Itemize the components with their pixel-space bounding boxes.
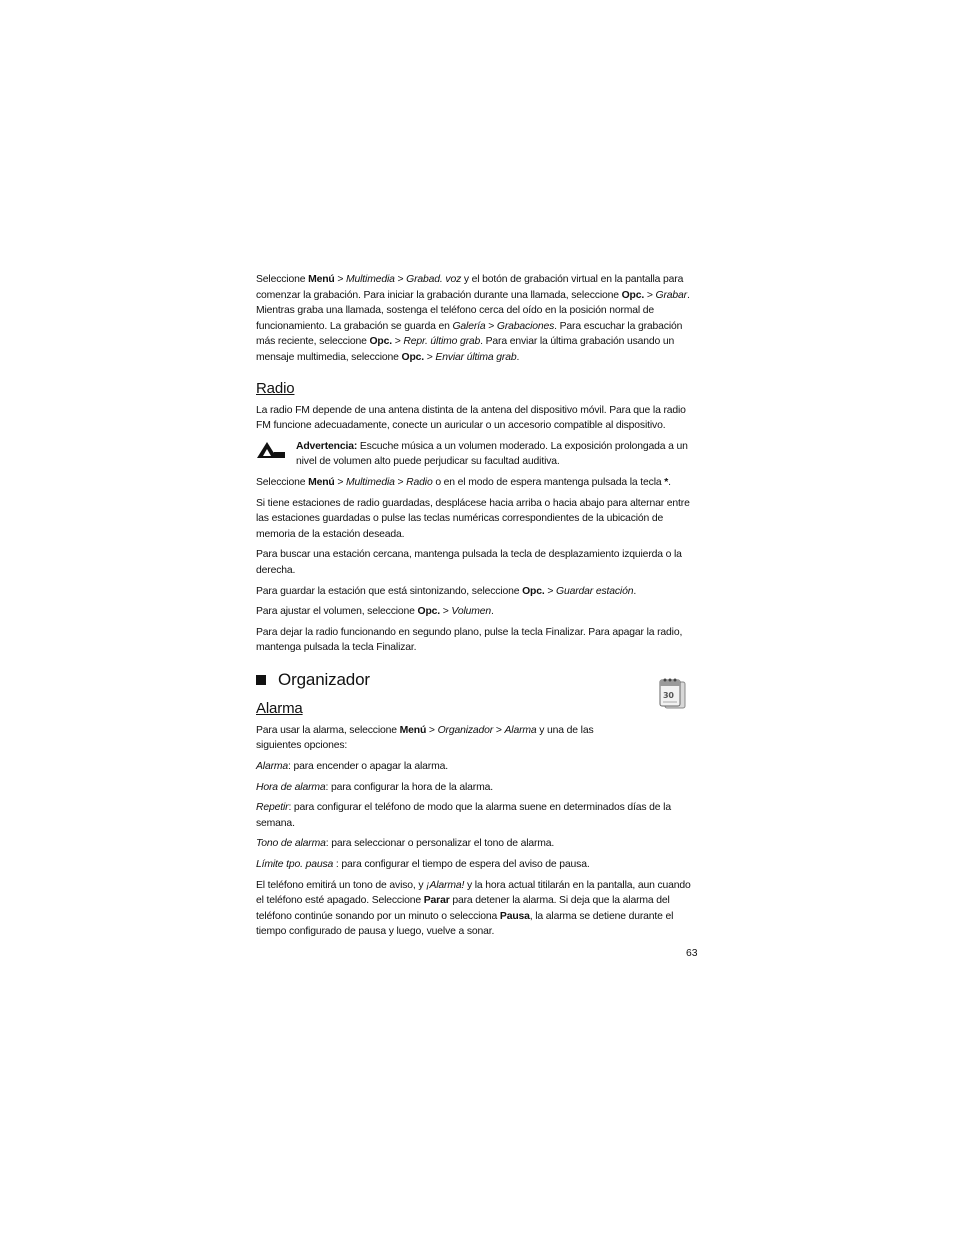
alarma-option-1: Alarma: para encender o apagar la alarma. (256, 761, 448, 773)
warning-note (256, 439, 697, 470)
radio-paragraph-2: Seleccione Menú > Multimedia > Radio o en el modo de espera mantenga pulsada la tecla *. (256, 476, 671, 488)
radio-paragraph-4: Para buscar una estación cercana, mantenga pulsada la tecla de desplazamiento izquierda o la derecha. (256, 549, 682, 576)
alarma-heading: Alarma (256, 699, 303, 717)
alarma-option-5: Límite tpo. pausa : para configurar el tiempo de espera del aviso de pausa. (256, 859, 590, 871)
radio-paragraph-3: Si tiene estaciones de radio guardadas, desplácese hacia arriba o hacia abajo para alternar entre las estaciones guardadas o pulse las teclas numéricas correspondientes de la ubicación de memoria de la estación deseada. (256, 497, 690, 540)
radio-paragraph-5: Para guardar la estación que está sintonizando, seleccione Opc. > Guardar estación. (256, 585, 637, 597)
alarma-section (256, 690, 697, 940)
alarma-final-paragraph: El teléfono emitirá un tono de aviso, y ¡Alarma! y la hora actual titilarán en la pantalla, aun cuando el teléfono esté apagado. Seleccione Parar para detener la alarma. Si deja que la alarma del teléfono continúe sonando por un minuto o selecciona Pausa, la alarma se detiene durante el tiempo configurado de pausa y luego, vuelve a sonar. (256, 879, 691, 938)
page-number: 63 (686, 948, 698, 959)
page-content (256, 272, 697, 945)
alarma-option-4: Tono de alarma: para seleccionar o personalizar el tono de alarma. (256, 838, 555, 850)
radio-paragraph-1: La radio FM depende de una antena distinta de la antena del dispositivo móvil. Para que la radio FM funcione adecuadamente, conecte un auricular o un accesorio compatible al dispositivo. (256, 404, 686, 432)
alarma-intro: Para usar la alarma, seleccione Menú > Organizador > Alarma y una de las siguientes opciones: (256, 724, 594, 752)
radio-heading: Radio (256, 379, 295, 397)
warning-triangle-icon (256, 439, 296, 465)
warning-text: Advertencia: Escuche música a un volumen moderado. La exposición prolongada a un nivel de volumen alto puede perjudicar su facultad auditiva. (296, 440, 688, 468)
organizador-heading: Organizador (256, 670, 697, 690)
radio-paragraph-7: Para dejar la radio funcionando en segundo plano, pulse la tecla Finalizar. Para apagar la radio, mantenga pulsada la tecla Finalizar. (256, 626, 683, 654)
alarma-option-3: Repetir: para configurar el teléfono de modo que la alarma suene en determinados días de la semana. (256, 802, 671, 829)
alarma-option-2: Hora de alarma: para configurar la hora de la alarma. (256, 781, 493, 793)
svg-text:30: 30 (663, 690, 674, 700)
radio-paragraph-6: Para ajustar el volumen, seleccione Opc. > Volumen. (256, 606, 494, 618)
section-square-icon (256, 675, 266, 685)
intro-paragraph: Seleccione Menú > Multimedia > Grabad. voz y el botón de grabación virtual en la pantalla para comenzar la grabación. Para iniciar la grabación durante una llamada, seleccione Opc. > Grabar. Mientras graba una llamada, sostenga el teléfono cerca del oído en la posición normal de funcionamiento. La grabación se guarda en Galería > Grabaciones. Para escuchar la grabación más reciente, seleccione Opc. > Repr. último grab. Para enviar la última grabación usando un mensaje multimedia, seleccione Opc. > Enviar última grab. (256, 274, 690, 363)
calendar-icon (657, 678, 689, 712)
